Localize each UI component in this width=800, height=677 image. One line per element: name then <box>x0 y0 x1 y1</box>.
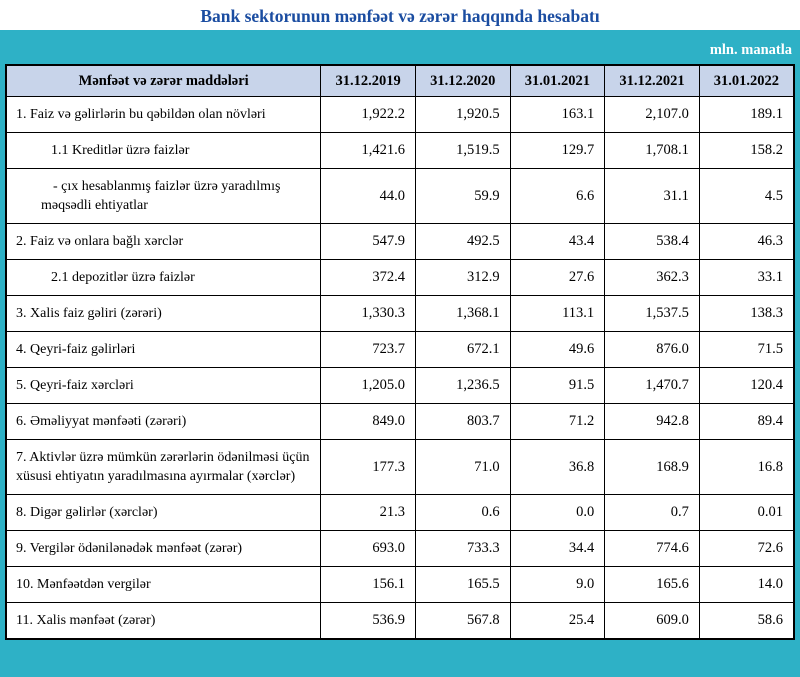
row-label: 4. Qeyri-faiz gəlirləri <box>6 332 321 368</box>
row-value: 538.4 <box>605 224 700 260</box>
row-value: 693.0 <box>321 531 416 567</box>
row-label: 6. Əməliyyat mənfəəti (zərəri) <box>6 404 321 440</box>
row-value: 58.6 <box>699 603 794 640</box>
unit-label: mln. manatla <box>709 42 792 58</box>
row-value: 4.5 <box>699 169 794 224</box>
table-row <box>6 404 794 440</box>
row-label: 1. Faiz və gəlirlərin bu qəbildən olan növləri <box>6 97 321 133</box>
row-value: 71.0 <box>415 440 510 495</box>
row-value: 27.6 <box>510 260 605 296</box>
row-value: 536.9 <box>321 603 416 640</box>
row-value: 1,236.5 <box>415 368 510 404</box>
row-value: 362.3 <box>605 260 700 296</box>
row-value: 849.0 <box>321 404 416 440</box>
row-value: 163.1 <box>510 97 605 133</box>
row-label: 2. Faiz və onlara bağlı xərclər <box>6 224 321 260</box>
row-label: 2.1 depozitlər üzrə faizlər <box>6 260 321 296</box>
row-value: 113.1 <box>510 296 605 332</box>
row-value: 129.7 <box>510 133 605 169</box>
row-value: 0.7 <box>605 495 700 531</box>
column-header-date: 31.01.2022 <box>699 65 794 97</box>
row-value: 91.5 <box>510 368 605 404</box>
table-row <box>6 567 794 603</box>
row-value: 609.0 <box>605 603 700 640</box>
row-value: 46.3 <box>699 224 794 260</box>
row-value: 21.3 <box>321 495 416 531</box>
row-value: 89.4 <box>699 404 794 440</box>
column-header-date: 31.12.2020 <box>415 65 510 97</box>
row-value: 71.2 <box>510 404 605 440</box>
row-value: 723.7 <box>321 332 416 368</box>
row-value: 16.8 <box>699 440 794 495</box>
table-row <box>6 296 794 332</box>
row-value: 2,107.0 <box>605 97 700 133</box>
table-body <box>6 97 794 640</box>
row-value: 138.3 <box>699 296 794 332</box>
row-value: 312.9 <box>415 260 510 296</box>
row-label: 10. Mənfəətdən vergilər <box>6 567 321 603</box>
row-value: 189.1 <box>699 97 794 133</box>
row-value: 14.0 <box>699 567 794 603</box>
row-value: 1,537.5 <box>605 296 700 332</box>
row-value: 0.0 <box>510 495 605 531</box>
row-value: 1,368.1 <box>415 296 510 332</box>
row-value: 9.0 <box>510 567 605 603</box>
row-value: 36.8 <box>510 440 605 495</box>
table-row <box>6 531 794 567</box>
column-header-date: 31.01.2021 <box>510 65 605 97</box>
row-label: - çıx hesablanmış faizlər üzrə yaradılmış məqsədli ehtiyatlar <box>6 169 321 224</box>
row-value: 177.3 <box>321 440 416 495</box>
row-value: 733.3 <box>415 531 510 567</box>
table-row <box>6 224 794 260</box>
table-row <box>6 133 794 169</box>
row-label: 7. Aktivlər üzrə mümkün zərərlərin ödənilməsi üçün xüsusi ehtiyatın yaradılmasına ayırmalar (xərclər) <box>6 440 321 495</box>
page-title: Bank sektorunun mənfəət və zərər haqqında hesabatı <box>200 6 600 26</box>
row-value: 1,205.0 <box>321 368 416 404</box>
row-value: 0.01 <box>699 495 794 531</box>
table-row <box>6 603 794 640</box>
row-value: 156.1 <box>321 567 416 603</box>
row-value: 0.6 <box>415 495 510 531</box>
row-value: 372.4 <box>321 260 416 296</box>
row-value: 6.6 <box>510 169 605 224</box>
column-header-date: 31.12.2021 <box>605 65 700 97</box>
row-value: 567.8 <box>415 603 510 640</box>
row-value: 33.1 <box>699 260 794 296</box>
table-row <box>6 260 794 296</box>
row-value: 72.6 <box>699 531 794 567</box>
row-value: 547.9 <box>321 224 416 260</box>
table-row <box>6 332 794 368</box>
row-value: 1,922.2 <box>321 97 416 133</box>
table-header <box>6 65 794 97</box>
row-value: 49.6 <box>510 332 605 368</box>
row-value: 492.5 <box>415 224 510 260</box>
profit-loss-table <box>5 64 795 640</box>
table-row <box>6 169 794 224</box>
row-value: 1,708.1 <box>605 133 700 169</box>
row-value: 165.5 <box>415 567 510 603</box>
column-header-date: 31.12.2019 <box>321 65 416 97</box>
row-value: 1,519.5 <box>415 133 510 169</box>
row-value: 1,920.5 <box>415 97 510 133</box>
row-value: 158.2 <box>699 133 794 169</box>
row-value: 34.4 <box>510 531 605 567</box>
column-header-items: Mənfəət və zərər maddələri <box>6 65 321 97</box>
row-label: 8. Digər gəlirlər (xərclər) <box>6 495 321 531</box>
row-value: 1,470.7 <box>605 368 700 404</box>
row-value: 59.9 <box>415 169 510 224</box>
row-value: 672.1 <box>415 332 510 368</box>
row-value: 31.1 <box>605 169 700 224</box>
header-row <box>6 65 794 97</box>
table-background-band <box>0 30 800 677</box>
row-value: 71.5 <box>699 332 794 368</box>
row-value: 165.6 <box>605 567 700 603</box>
row-value: 942.8 <box>605 404 700 440</box>
row-value: 774.6 <box>605 531 700 567</box>
row-label: 3. Xalis faiz gəliri (zərəri) <box>6 296 321 332</box>
row-value: 44.0 <box>321 169 416 224</box>
row-value: 1,421.6 <box>321 133 416 169</box>
row-value: 25.4 <box>510 603 605 640</box>
row-label: 1.1 Kreditlər üzrə faizlər <box>6 133 321 169</box>
row-label: 9. Vergilər ödənilənədək mənfəət (zərər) <box>6 531 321 567</box>
row-label: 5. Qeyri-faiz xərcləri <box>6 368 321 404</box>
table-row <box>6 97 794 133</box>
table-row <box>6 368 794 404</box>
row-label: 11. Xalis mənfəət (zərər) <box>6 603 321 640</box>
row-value: 120.4 <box>699 368 794 404</box>
row-value: 1,330.3 <box>321 296 416 332</box>
row-value: 876.0 <box>605 332 700 368</box>
row-value: 43.4 <box>510 224 605 260</box>
table-row <box>6 495 794 531</box>
row-value: 803.7 <box>415 404 510 440</box>
row-value: 168.9 <box>605 440 700 495</box>
table-row <box>6 440 794 495</box>
